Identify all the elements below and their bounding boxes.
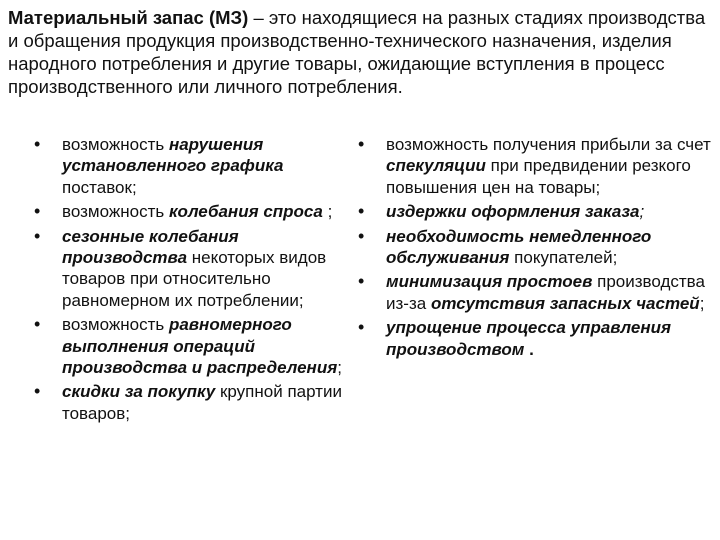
list-item: • возможность нарушения установленного графика поставок; (34, 134, 284, 197)
list-item: • возможность равномерного выполнения операций производства и распределения; (34, 314, 342, 378)
list-item: • минимизация простоев производства из-за отсутствия запасных частей; (358, 271, 705, 313)
intro-paragraph (8, 6, 708, 98)
bullet-icon: • (358, 201, 365, 222)
bullet-icon: • (34, 201, 41, 222)
list-item: • упрощение процесса управления производством . (358, 317, 672, 359)
list-item: • сезонные колебания производства некоторых видов товаров при относительно равномерном их потреблении; (34, 225, 327, 310)
bullet-icon: • (358, 271, 365, 292)
list-item: • издержки оформления заказа; (358, 201, 645, 222)
bullet-icon: • (358, 317, 365, 338)
bullet-icon: • (358, 134, 365, 154)
definition-term: Материальный запас (МЗ) (8, 7, 249, 28)
bullet-icon: • (358, 225, 365, 246)
bullet-icon: • (34, 381, 41, 402)
bullet-icon: • (34, 225, 41, 246)
list-item: • возможность получения прибыли за счет спекуляции при предвидении резкого повышения цен на товары; (358, 134, 711, 197)
bullet-icon: • (34, 134, 41, 154)
right-bullet-list (358, 134, 714, 363)
left-bullet-list (34, 134, 354, 427)
bullet-icon: • (34, 314, 41, 335)
list-item: • необходимость немедленного обслуживания покупателей; (358, 225, 652, 268)
list-item: • возможность колебания спроса ; (34, 201, 333, 222)
list-item: • скидки за покупку крупной партии товаров; (34, 381, 342, 423)
definition-text: – это находящиеся на разных стадиях производства и обращения продукция производственно-технического назначения, изделия народного потребления и другие товары, ожидающие вступления в процесс производственного или личного потребления. (8, 7, 706, 97)
